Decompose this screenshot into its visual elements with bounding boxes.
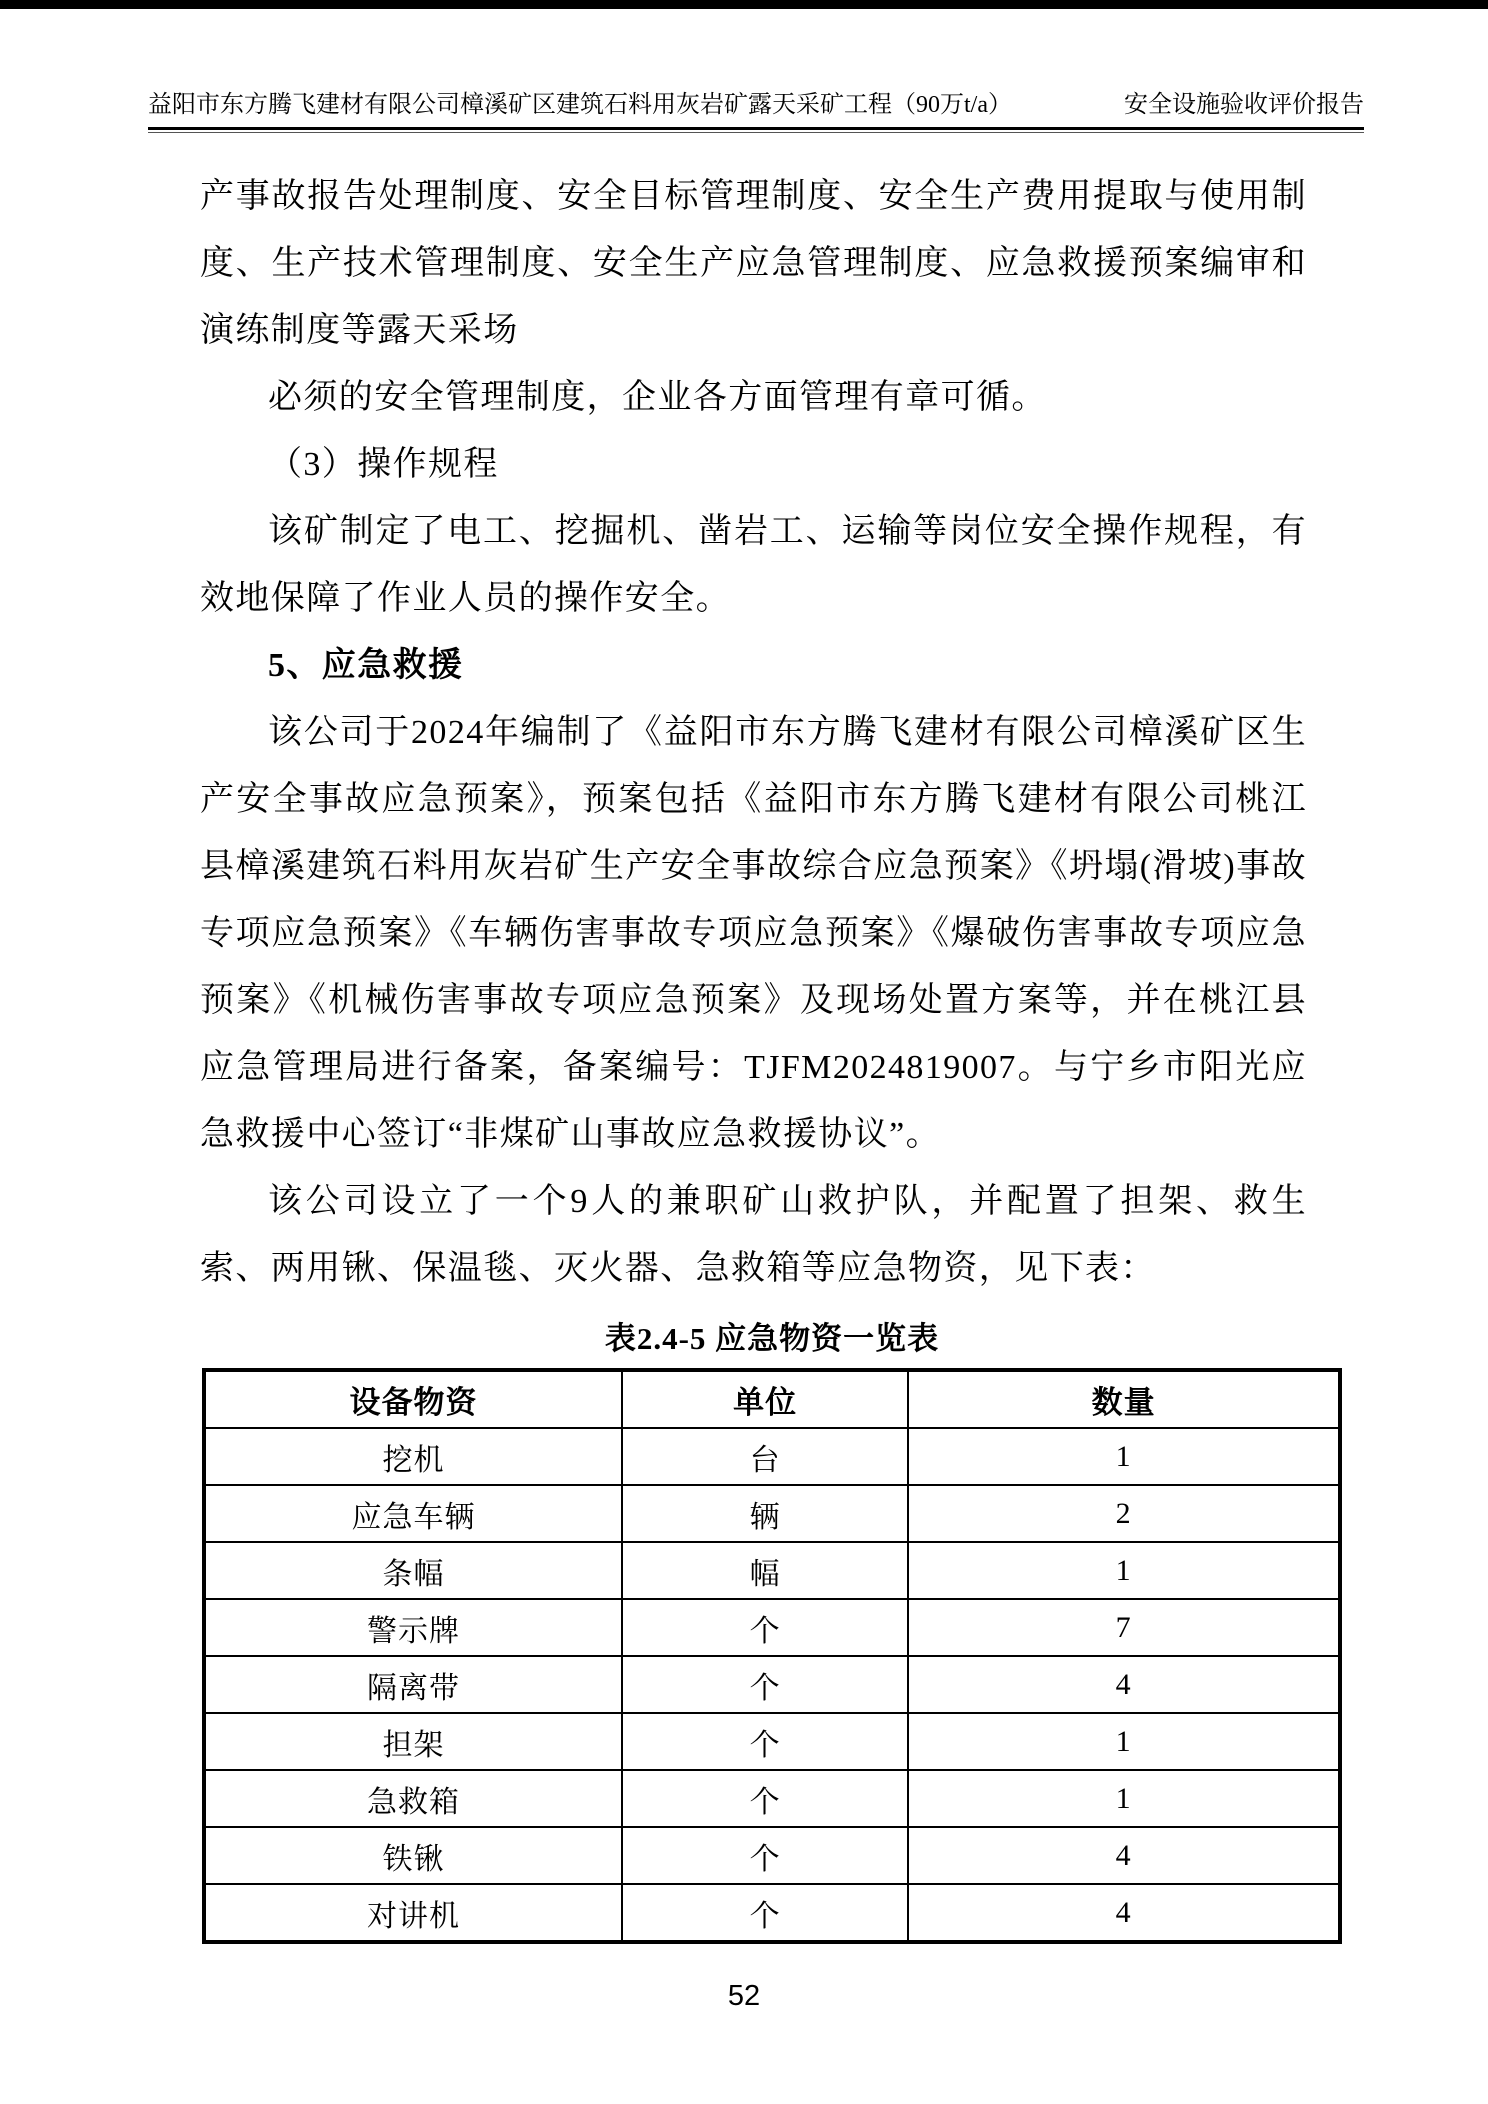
header-row (148, 88, 1364, 122)
unit-cell: 个 (622, 1884, 908, 1942)
table-row (204, 1428, 1340, 1485)
body-paragraph: （3）操作规程 (268, 446, 499, 483)
quantity-cell: 7 (908, 1599, 1340, 1656)
quantity-cell: 1 (908, 1713, 1340, 1770)
quantity-cell: 4 (908, 1884, 1340, 1942)
table-row (204, 1599, 1340, 1656)
supply-name-cell: 隔离带 (204, 1656, 622, 1713)
unit-cell: 台 (622, 1428, 908, 1485)
supply-name-cell: 对讲机 (204, 1884, 622, 1942)
unit-cell: 个 (622, 1827, 908, 1884)
table-header-cell: 数量 (908, 1370, 1340, 1428)
document-body (200, 163, 1307, 1302)
body-paragraph: 产事故报告处理制度、安全目标管理制度、安全生产费用提取与使用制度、生产技术管理制度、安全生产应急管理制度、应急救援预案编审和演练制度等露天采场 (200, 178, 1307, 349)
quantity-cell: 1 (908, 1770, 1340, 1827)
emergency-supplies-table (202, 1368, 1342, 1944)
quantity-cell: 2 (908, 1485, 1340, 1542)
table-row (204, 1542, 1340, 1599)
header-report-title: 安全设施验收评价报告 (1124, 92, 1364, 118)
table-header-cell: 设备物资 (204, 1370, 622, 1428)
table-header-cell: 单位 (622, 1370, 908, 1428)
supply-name-cell: 担架 (204, 1713, 622, 1770)
body-paragraph: 该公司于2024年编制了《益阳市东方腾飞建材有限公司樟溪矿区生产安全事故应急预案》，预案包括《益阳市东方腾飞建材有限公司桃江县樟溪建筑石料用灰岩矿生产安全事故综合应急预案》《坍塌(滑坡)事故专项应急预案》《车辆伤害事故专项应急预案》《爆破伤害事故专项应急预案》《机械伤害事故专项应急预案》及现场处置方案等，并在桃江县应急管理局进行备案，备案编号：TJFM2024819007。与宁乡市阳光应急救援中心签订“非煤矿山事故应急救援协议”。 (200, 714, 1307, 1153)
header-project-title: 益阳市东方腾飞建材有限公司樟溪矿区建筑石料用灰岩矿露天采矿工程（90万t/a） (148, 92, 1012, 118)
page-number: 52 (727, 1980, 761, 2012)
supply-name-cell: 警示牌 (204, 1599, 622, 1656)
table-row (204, 1656, 1340, 1713)
quantity-cell: 4 (908, 1827, 1340, 1884)
table-row (204, 1884, 1340, 1942)
supply-name-cell: 应急车辆 (204, 1485, 622, 1542)
body-paragraph: 该公司设立了一个9人的兼职矿山救护队，并配置了担架、救生索、两用锹、保温毯、灭火器、急救箱等应急物资，见下表： (200, 1183, 1307, 1287)
scan-artifact-bar (0, 0, 1488, 9)
body-paragraph: 该矿制定了电工、挖掘机、凿岩工、运输等岗位安全操作规程，有效地保障了作业人员的操作安全。 (200, 513, 1307, 617)
page-header (148, 88, 1364, 133)
unit-cell: 幅 (622, 1542, 908, 1599)
quantity-cell: 1 (908, 1542, 1340, 1599)
unit-cell: 个 (622, 1599, 908, 1656)
section-heading: 5、应急救援 (268, 647, 464, 684)
unit-cell: 个 (622, 1713, 908, 1770)
header-rule (148, 127, 1364, 133)
supply-name-cell: 挖机 (204, 1428, 622, 1485)
quantity-cell: 4 (908, 1656, 1340, 1713)
body-paragraph: 必须的安全管理制度，企业各方面管理有章可循。 (268, 379, 1047, 416)
supply-name-cell: 急救箱 (204, 1770, 622, 1827)
table-row (204, 1485, 1340, 1542)
unit-cell: 个 (622, 1770, 908, 1827)
table-row (204, 1770, 1340, 1827)
unit-cell: 个 (622, 1656, 908, 1713)
table-row (204, 1827, 1340, 1884)
unit-cell: 辆 (622, 1485, 908, 1542)
table-header-row (204, 1370, 1340, 1428)
table-row (204, 1713, 1340, 1770)
supply-name-cell: 条幅 (204, 1542, 622, 1599)
table-title: 表2.4-5 应急物资一览表 (604, 1321, 940, 1356)
quantity-cell: 1 (908, 1428, 1340, 1485)
supply-name-cell: 铁锹 (204, 1827, 622, 1884)
